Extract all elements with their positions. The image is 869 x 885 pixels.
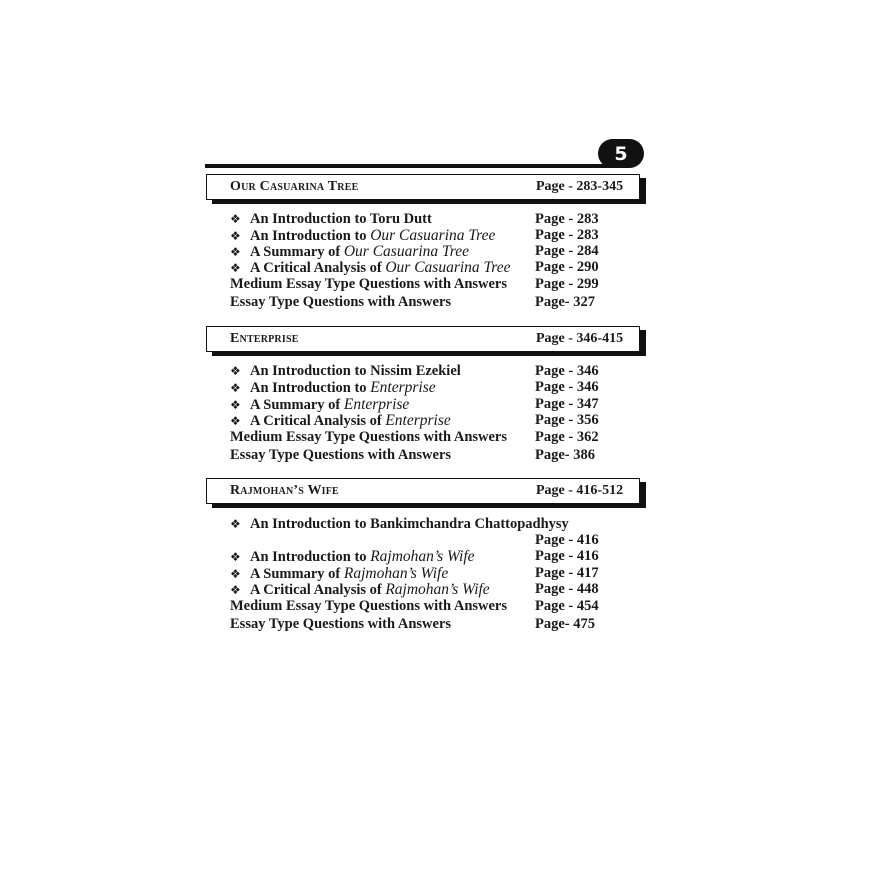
toc-entry-page: Page - 283 (535, 227, 599, 243)
diamond-bullet-icon: ❖ (230, 381, 241, 395)
toc-entry[interactable]: ❖ A Critical Analysis of Our Casuarina Tree (230, 259, 511, 276)
toc-entry[interactable]: ❖ A Critical Analysis of Rajmohan’s Wife (230, 581, 490, 598)
toc-entry[interactable]: Essay Type Questions with Answers (230, 447, 452, 463)
diamond-bullet-icon: ❖ (230, 245, 241, 259)
section-header-rajmohans-wife (206, 478, 640, 504)
section-page-range: Page - 346-415 (536, 331, 624, 346)
diamond-bullet-icon: ❖ (230, 364, 241, 378)
toc-entry[interactable]: ❖ An Introduction to Toru Dutt (230, 211, 432, 227)
toc-entry[interactable]: Medium Essay Type Questions with Answers (230, 276, 508, 292)
toc-entry[interactable]: ❖ An Introduction to Enterprise (230, 379, 436, 396)
toc-entry-page: Page - 417 (535, 565, 599, 581)
toc-entry[interactable]: ❖ An Introduction to Nissim Ezekiel (230, 363, 461, 379)
toc-entry[interactable]: Medium Essay Type Questions with Answers (230, 429, 508, 445)
toc-entry-page: Page - 347 (535, 396, 599, 412)
toc-entry[interactable]: Essay Type Questions with Answers (230, 616, 452, 632)
section-title: Enterprise (230, 331, 299, 346)
toc-entry-page: Page- 386 (535, 447, 595, 463)
toc-entry[interactable]: ❖ A Critical Analysis of Enterprise (230, 412, 451, 429)
toc-entry[interactable]: ❖ A Summary of Enterprise (230, 396, 410, 413)
diamond-bullet-icon: ❖ (230, 229, 241, 243)
diamond-bullet-icon: ❖ (230, 398, 241, 412)
section-title: Our Casuarina Tree (230, 179, 359, 194)
diamond-bullet-icon: ❖ (230, 583, 241, 597)
toc-entry-page: Page - 283 (535, 211, 599, 227)
toc-entry-page: Page - 346 (535, 379, 599, 395)
section-page-range: Page - 283-345 (536, 179, 624, 194)
section-page-range: Page - 416-512 (536, 483, 624, 498)
toc-entry-page: Page - 284 (535, 243, 599, 259)
diamond-bullet-icon: ❖ (230, 414, 241, 428)
toc-entry[interactable]: ❖ A Summary of Rajmohan’s Wife (230, 565, 449, 582)
section-header-enterprise (206, 326, 640, 352)
toc-entry-page: Page - 454 (535, 598, 599, 614)
toc-entry-page: Page - 416 (535, 548, 599, 564)
toc-entry[interactable]: ❖ An Introduction to Rajmohan’s Wife (230, 548, 475, 565)
toc-entry-page: Page - 346 (535, 363, 599, 379)
toc-entry-page: Page- 475 (535, 616, 595, 632)
toc-entry-page: Page - 299 (535, 276, 599, 292)
toc-entry[interactable]: Essay Type Questions with Answers (230, 294, 452, 310)
toc-entry[interactable]: Medium Essay Type Questions with Answers (230, 598, 508, 614)
toc-entry-page: Page - 416 (535, 532, 599, 548)
section-title: Rajmohan’s Wife (230, 483, 339, 498)
toc-entry[interactable]: ❖ An Introduction to Our Casuarina Tree (230, 227, 496, 244)
toc-entry[interactable]: ❖ A Summary of Our Casuarina Tree (230, 243, 470, 260)
diamond-bullet-icon: ❖ (230, 517, 241, 531)
toc-entry-page: Page - 356 (535, 412, 599, 428)
page-number-badge: 5 (598, 139, 644, 168)
toc-entry-page: Page- 327 (535, 294, 595, 310)
header-rule (205, 164, 615, 168)
toc-entry-page: Page - 362 (535, 429, 599, 445)
diamond-bullet-icon: ❖ (230, 212, 241, 226)
diamond-bullet-icon: ❖ (230, 567, 241, 581)
diamond-bullet-icon: ❖ (230, 550, 241, 564)
toc-entry-page: Page - 448 (535, 581, 599, 597)
diamond-bullet-icon: ❖ (230, 261, 241, 275)
toc-entry[interactable]: ❖ An Introduction to Bankimchandra Chattopadhysy (230, 516, 569, 532)
toc-entry-page: Page - 290 (535, 259, 599, 275)
section-header-our-casuarina-tree (206, 174, 640, 200)
